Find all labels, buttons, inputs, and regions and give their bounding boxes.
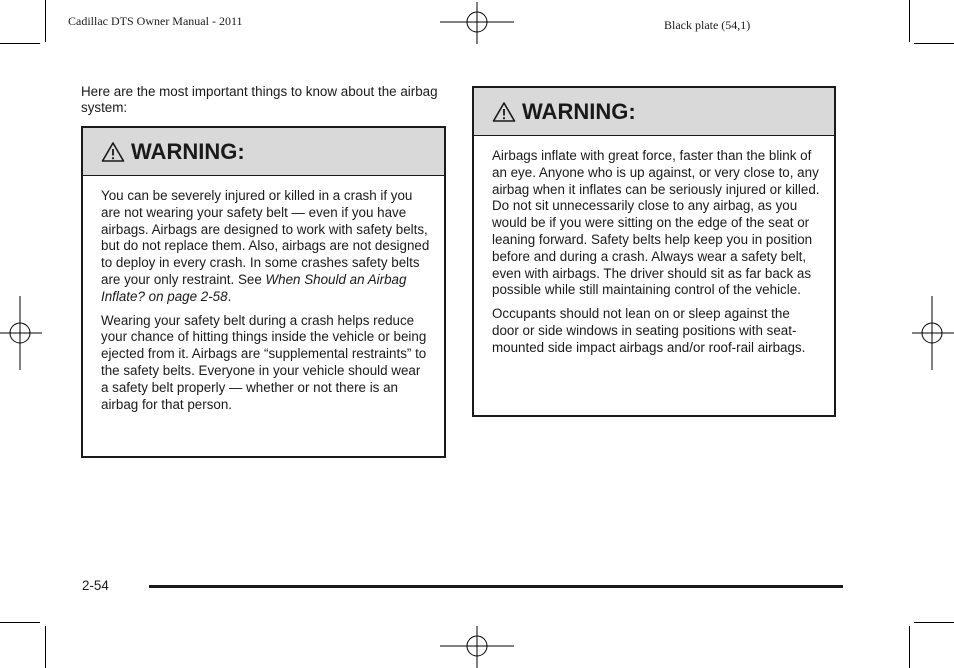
plate-label: Black plate (54,1) [664, 18, 751, 32]
warning-label: WARNING: [131, 138, 245, 164]
footer-rule [149, 585, 843, 588]
warning-box-right [472, 86, 836, 417]
cross-reference-link[interactable]: When Should an Airbag Inflate? on page 2-58 [101, 271, 407, 304]
warning-triangle-icon [101, 141, 125, 163]
warning-paragraph: Wearing your safety belt during a crash helps reduce your chance of hitting things inside the vehicle or being ejected from it. Airbags are “supplemental restraints” to the safety belts. Everyone in your vehicle should wear a safety belt properly — whether or not there is an airbag for that person. [101, 312, 427, 412]
warning-header [474, 88, 834, 136]
warning-label: WARNING: [522, 98, 636, 124]
warning-paragraph: Occupants should not lean on or sleep against the door or side windows in seating positions with seat-mounted side impact airbags and/or roof-rail airbags. [492, 306, 806, 355]
crop-mark [914, 43, 954, 44]
warning-body [474, 136, 834, 357]
crop-mark [0, 43, 40, 44]
warning-paragraph: Airbags inflate with great force, faster than the blink of an eye. Anyone who is up against, or very close to, any airbag when it inflates can be seriously injured or killed. Do not sit unnecessarily close to any airbag, as you would be if you were sitting on the edge of the seat or leaning forward. Safety belts help keep you in position before and during a crash. Always wear a safety belt, even with airbags. The driver should sit as far back as possible while still maintaining control of the vehicle. [492, 148, 820, 298]
warning-text-end: . [227, 288, 232, 304]
warning-triangle-icon [492, 101, 516, 123]
crosshair-registration-icon [912, 296, 954, 370]
crop-mark [909, 0, 910, 42]
crosshair-registration-icon [440, 2, 514, 44]
warning-paragraph [101, 188, 430, 306]
warning-box-left [81, 126, 446, 458]
crop-mark [909, 626, 910, 668]
page-number: 2-54 [82, 578, 109, 593]
warning-header [83, 128, 444, 176]
crop-mark [45, 0, 46, 42]
crop-mark [0, 622, 40, 623]
crosshair-registration-icon [440, 626, 514, 668]
crosshair-registration-icon [0, 296, 42, 370]
intro-paragraph: Here are the most important things to know about the airbag system: [81, 84, 438, 115]
crop-mark [914, 622, 954, 623]
warning-text: You can be severely injured or killed in a crash if you are not wearing your safety belt — even if you have airbags. Airbags are designed to work with safety belts, but do not replace them. Also, airbags are not designed to deploy in every crash. In some crashes safety belts are your only restraint. See [101, 188, 430, 287]
manual-title: Cadillac DTS Owner Manual - 2011 [68, 14, 243, 28]
warning-body [83, 176, 444, 413]
crop-mark [45, 626, 46, 668]
